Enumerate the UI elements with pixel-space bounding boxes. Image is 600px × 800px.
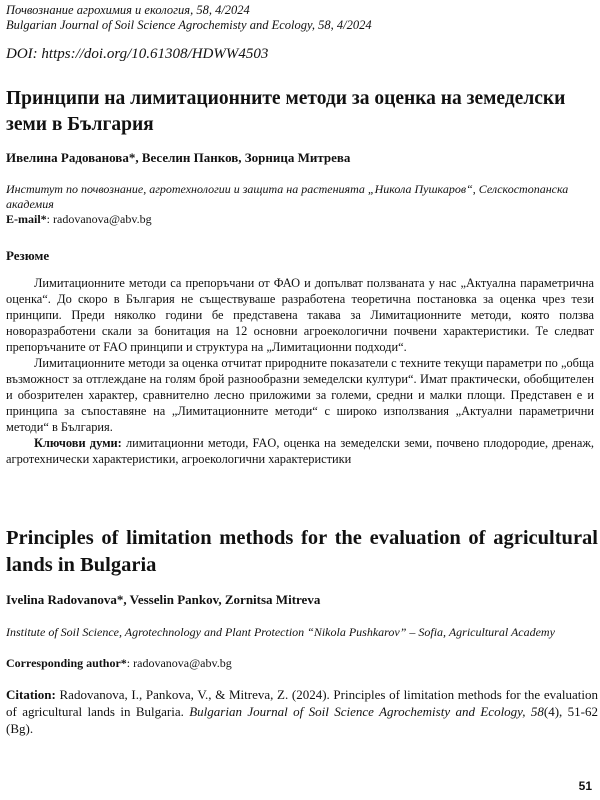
email-label: E-mail* <box>6 212 47 226</box>
keywords-text: лимитационни методи, FAO, оценка на земеделски земи, почвено плодородие, дренаж, агротехнически характеристики, агроекологични характеристики <box>6 436 594 466</box>
title-bg: Принципи на лимитационните методи за оценка на земеделски земи в България <box>6 88 566 135</box>
citation-journal: Bulgarian Journal of Soil Science Agrochemisty and Ecology, 58 <box>189 704 544 719</box>
institution-bg: Институт по почвознание, агротехнологии и защита на растенията „Никола Пушкаров“, Селскостопанска академия <box>6 182 569 211</box>
doi-link[interactable]: DOI: https://doi.org/10.61308/HDWW4503 <box>6 46 269 62</box>
authors-bg: Ивелина Радованова*, Веселин Панков, Зорница Митрева <box>6 150 351 165</box>
corresponding-author-email[interactable]: : radovanova@abv.bg <box>126 656 232 670</box>
keywords-label: Ключови думи: <box>34 436 122 450</box>
abstract-paragraph-2: Лимитационните методи за оценка отчитат природните показатели с техните текущи параметри по „обща възможност за отглеждане на голям брой разнообразни земеделски култури“. Имат практически, обобщителен и обозрителен характер, сравнително лесно приложими за големи, средни и малки площи. Представен е и принципа за съпоставяне на „Лимитационните методи“ с широко използвания „Актуални параметрични методи“ в България. <box>6 356 594 434</box>
citation <box>6 686 598 737</box>
abstract-paragraph-1: Лимитационните методи са препоръчани от ФАО и допълват ползваната у нас „Актуална параметрична оценка“. До скоро в България не съществуваше разработена теоретична постановка за оценка чрез тези принципи. Преди няколко години бе представена такава за Лимитационните методи, която ползва новоразработени скали за бонитация на 12 основни агроекологични почвени характеристики. Те следват препоръчаните от FAO принципи и структура на „Лимитационни подходи“. <box>6 276 594 354</box>
title-en: Principles of limitation methods for the evaluation of agricultural lands in Bulgaria <box>6 527 598 576</box>
page-number: 51 <box>578 779 592 793</box>
corresponding-author-label: Corresponding author* <box>6 656 127 670</box>
corresponding-author-line <box>6 656 232 671</box>
keywords-bg <box>6 435 594 467</box>
citation-issue: (4), 51-62 (Bg). <box>6 704 598 736</box>
abstract-heading: Резюме <box>6 248 50 263</box>
citation-label: Citation: <box>6 687 56 702</box>
institution-en: Institute of Soil Science, Agrotechnology and Plant Protection “Nikola Pushkarov” – Sofia, Agricultural Academy <box>6 625 555 639</box>
citation-text: Radovanova, I., Pankova, V., & Mitreva, Z. (2024). Principles of limitation methods for the evaluation of agricultural lands in Bulgaria. <box>6 687 598 719</box>
authors-en: Ivelina Radovanova*, Vesselin Pankov, Zornitsa Mitreva <box>6 592 321 607</box>
journal-name-bg: Почвознание агрохимия и екология, 58, 4/2024 <box>6 3 250 17</box>
journal-name-en: Bulgarian Journal of Soil Science Agrochemisty and Ecology, 58, 4/2024 <box>6 18 372 32</box>
abstract-body-bg <box>6 275 594 467</box>
email-value[interactable]: : radovanova@abv.bg <box>46 212 152 226</box>
email-line <box>6 212 152 227</box>
